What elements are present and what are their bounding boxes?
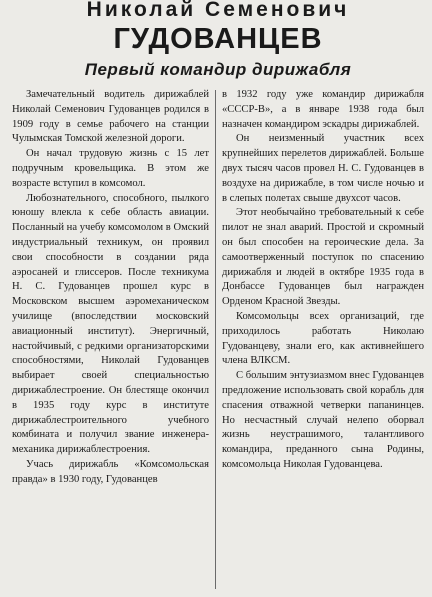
article-subtitle: Первый командир дирижабля <box>84 60 352 79</box>
paragraph: Этот необычайно требовательный к себе пилот не знал аварий. Простой и скромный он был способен на героические дела. За самоотверженный поступок по спасению дирижабля и людей в октябре 1935 года в Донбассе Гудованцев был награжден Орденом Красной Звезды. <box>222 207 424 308</box>
paragraph: Замечательный водитель дирижаблей Николай Семенович Гудованцев родился в 1909 году в семье рабочего на станции Чулымская Томской железной дороги. <box>12 89 209 145</box>
paragraph: в 1932 году уже командир дирижабля «СССР-В», а в январе 1938 года был назначен командиром эскадры дирижаблей. <box>222 89 424 130</box>
column-divider <box>215 90 216 589</box>
paragraph: Любознательного, способного, пылкого юношу влекла к себе область авиации. Посланный на учебу комсомолом в Омский индустриальный техникум, он проявил свои способности в создании ряда аэросаней и глиссеров. После техникума Н. С. Гудованцев прошел курс в Московском высшем аэромеханическом училище (впоследствии московский авиационный институт). Энергичный, настойчивый, с редкими организаторскими способностями, Николай Гудованцев выбирает своей специальностью дирижаблестроение. Он блестяще окончил в 1935 году курс в институте дирижаблестроительного учебного комбината и получил звание инженера-механика дирижаблестроения. <box>12 192 209 456</box>
paragraph: Комсомольцы всех организаций, где приходилось работать Николаю Гудованцеву, знали его, как активнейшего члена ВЛКСМ. <box>222 310 424 367</box>
paragraph: Учась дирижабль «Комсомольская правда» в 1930 году, Гудованцев <box>12 458 209 485</box>
left-column <box>12 88 209 593</box>
right-column <box>222 88 424 593</box>
person-surname: ГУДОВАНЦЕВ <box>113 23 323 55</box>
article-body <box>12 88 424 593</box>
person-name: Николай Семенович <box>86 0 350 21</box>
paragraph: Он начал трудовую жизнь с 15 лет подручным кровельщика. В этом же возрасте вступил в комсомол. <box>12 148 209 189</box>
paragraph: С большим энтузиазмом внес Гудованцев предложение использовать свой корабль для спасения отважной четверки папанинцев. Но несчастный случай нелепо оборвал жизнь неустрашимого, талантливого командира, преданного сына Родины, комсомольца Николая Гудованцева. <box>222 370 424 470</box>
paragraph: Он неизменный участник всех крупнейших перелетов дирижаблей. Больше двух тысяч часов провел Н. С. Гудованцев в воздухе на дирижабле, в том числе ночью и в слепых полетах свыше двухсот часов. <box>222 133 424 204</box>
